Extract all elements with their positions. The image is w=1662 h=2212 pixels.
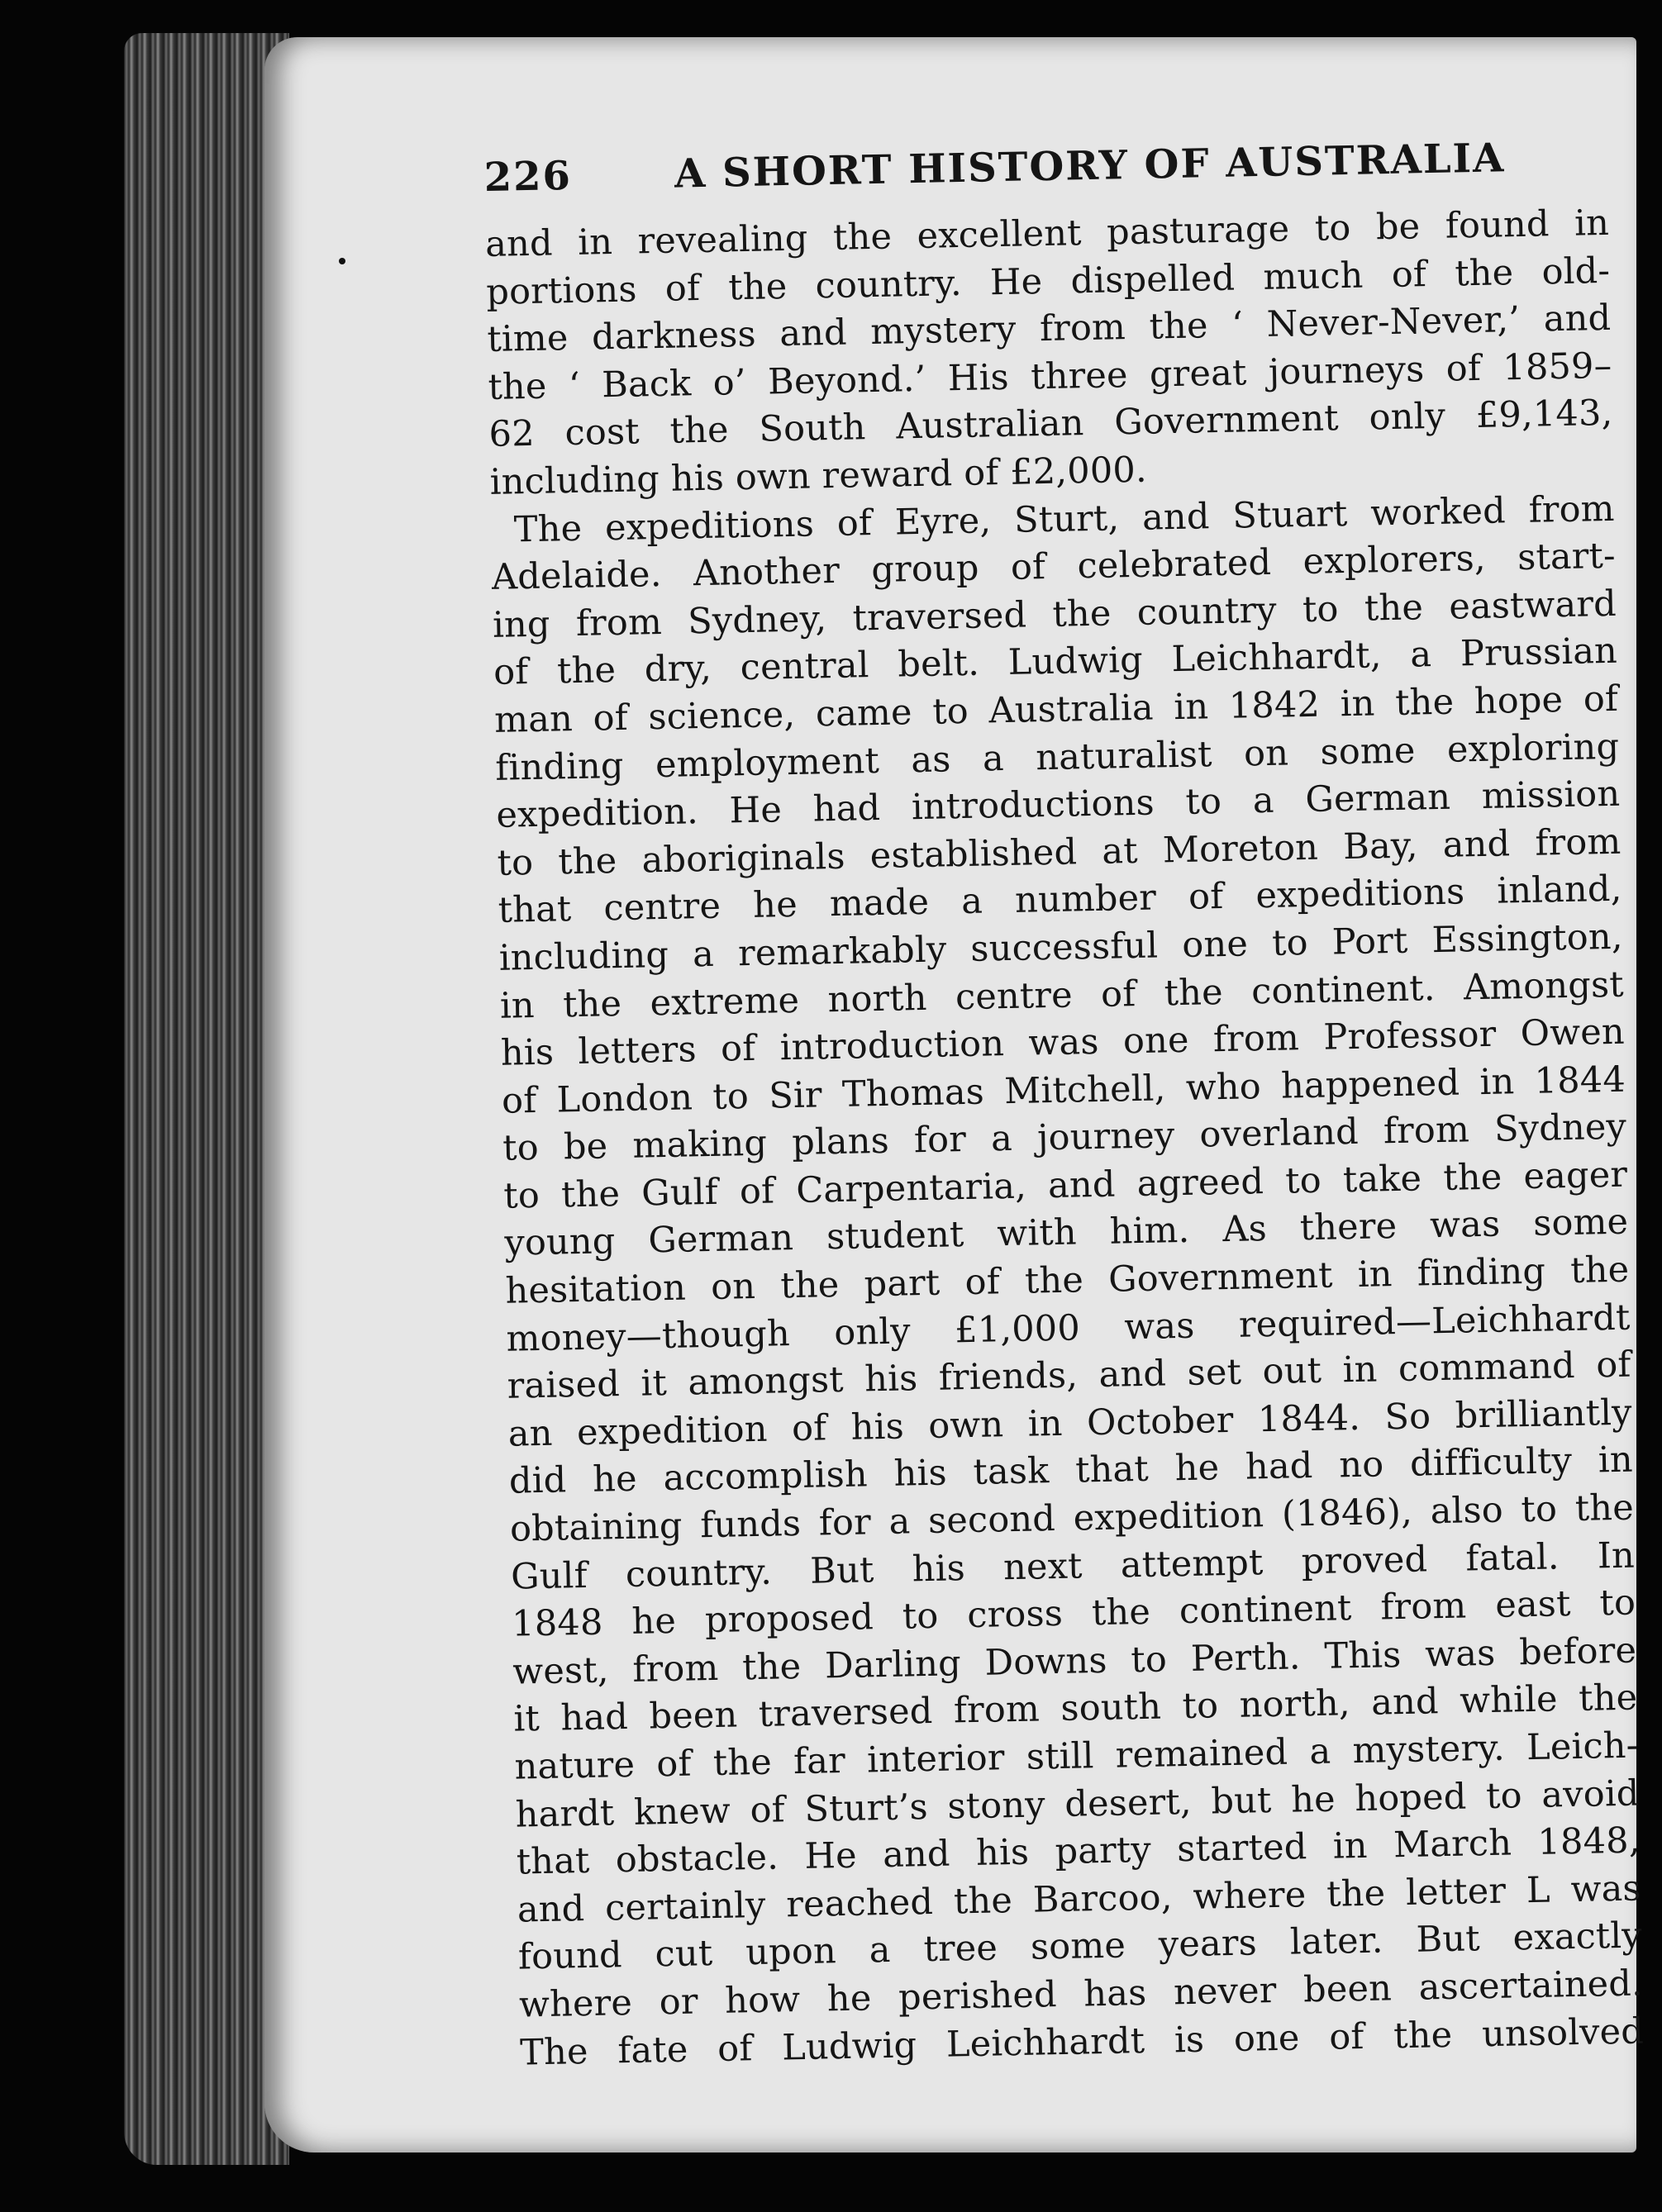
text-line: including a remarkably successful one to Port Essington, [498, 916, 1624, 979]
text-line: it had been traversed from south to north, and while the [513, 1677, 1638, 1741]
text-line: The expeditions of Eyre, Sturt, and Stuart worked from [513, 488, 1616, 550]
text-line: young German student with him. As there was some [503, 1201, 1629, 1265]
text-line: to the aboriginals established at Moreton Bay, and from [497, 821, 1622, 884]
text-line: portions of the country. He dispelled much of the old- [485, 250, 1611, 313]
text-line: Adelaide. Another group of celebrated explorers, start- [491, 535, 1617, 599]
text-line: the ‘ Back o’ Beyond.’ His three great journeys of 1859– [488, 345, 1612, 408]
text-line: including his own reward of £2,000. [489, 449, 1148, 503]
text-line: did he accomplish his task that he had no difficulty in [508, 1439, 1634, 1503]
text-line: finding employment as a naturalist on some exploring [494, 725, 1620, 789]
text-line: Gulf country. But his next attempt proved fatal. In [510, 1534, 1636, 1598]
text-line: and certainly reached the Barcoo, where the letter L was [517, 1867, 1642, 1931]
text-line: hesitation on the part of the Government in finding the [505, 1249, 1630, 1312]
text-line: hardt knew of Sturt’s stony desert, but he hoped to avoid [515, 1772, 1640, 1836]
text-line: obtaining funds for a second expedition (1846), also to the [509, 1487, 1635, 1550]
text-line: time darkness and mystery from the ‘ Never-Never,’ and [486, 297, 1612, 361]
text-line: west, from the Darling Downs to Perth. This was before [512, 1629, 1637, 1693]
text-line: of London to Sir Thomas Mitchell, who happened in 1844 [501, 1058, 1626, 1122]
text-line: nature of the far interior still remained a mystery. Leich- [514, 1724, 1639, 1788]
text-line: found cut upon a tree some years later. But exactly [517, 1915, 1643, 1978]
text-line: money—though only £1,000 was required—Leichhardt [506, 1296, 1631, 1360]
text-line: that obstacle. He and his party started in March 1848, [516, 1820, 1641, 1883]
text-line: to be making plans for a journey overland from Sydney [502, 1106, 1627, 1170]
text-line: 62 cost the South Australian Government only £9,143, [488, 392, 1613, 456]
text-line: where or how he perished has never been ascertained. [518, 1962, 1644, 2026]
text-line: expedition. He had introductions to a German mission [496, 773, 1621, 836]
text-line: to the Gulf of Carpentaria, and agreed to take the eager [502, 1154, 1628, 1217]
running-title: A SHORT HISTORY OF AUSTRALIA [674, 135, 1506, 197]
page-text-block [483, 127, 1645, 2077]
text-line: The fate of Ludwig Leichhardt is one of the unsolved [519, 2010, 1645, 2074]
text-line: and in revealing the excellent pasturage to be found in [484, 202, 1610, 265]
text-line: that centre he made a number of expeditions inland, [498, 868, 1622, 932]
text-line: man of science, came to Australia in 1842 in the hope of [493, 678, 1619, 741]
page-number: 226 [483, 152, 573, 201]
text-line: raised it amongst his friends, and set out in command of [507, 1344, 1631, 1407]
text-line: 1848 he proposed to cross the continent from east to [511, 1582, 1636, 1645]
margin-mark [339, 258, 345, 264]
text-line: ing from Sydney, traversed the country to the eastward [492, 583, 1617, 646]
text-line: in the extreme north centre of the continent. Amongst [499, 963, 1625, 1027]
body-text [485, 200, 1645, 2077]
text-line: an expedition of his own in October 1844. So brilliantly [507, 1391, 1633, 1455]
text-line: of the dry, central belt. Ludwig Leichhardt, a Prussian [493, 630, 1618, 694]
text-line: his letters of introduction was one from Professor Owen [500, 1011, 1626, 1074]
